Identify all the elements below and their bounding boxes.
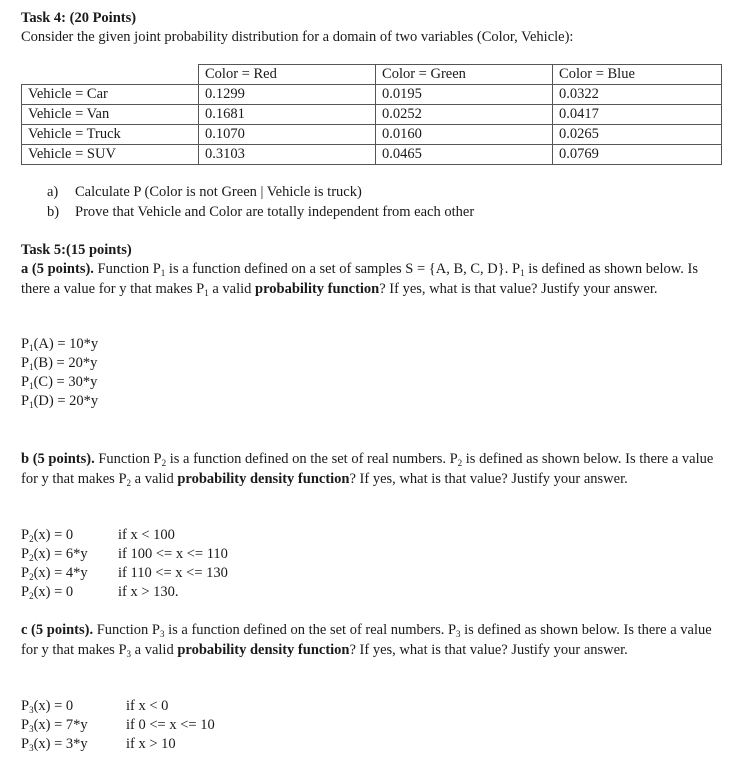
subscript: 2 (161, 458, 167, 468)
table-header-cell: Color = Green (376, 65, 553, 85)
row-label: Vehicle = Truck (22, 125, 199, 145)
subscript: 3 (159, 629, 165, 639)
p3-definition-lhs: $P_3(x) = 3*y$ (21, 736, 88, 753)
subscript: 1 (204, 288, 209, 298)
row-label: Vehicle = Van (22, 105, 199, 125)
p1-definition: $P_1(A) = 10*y$ (21, 336, 99, 353)
table-cell: 0.1299 (199, 85, 376, 105)
part-a-text: Function P (97, 261, 161, 277)
subscript: 3 (456, 629, 461, 639)
part-c-text: is defined as shown below. Is there a value for y that makes P (21, 622, 712, 658)
p2-definition-condition: if x > 130. (118, 584, 179, 600)
subscript: 2 (457, 458, 463, 468)
table-corner-cell (22, 65, 199, 85)
part-b-text: ? If yes, what is that value? Justify your answer. (349, 471, 628, 487)
p2-definition-lhs: $P_2(x) = 4*y$ (21, 565, 88, 582)
joint-probability-table (21, 64, 722, 165)
part-b-text: Function P (94, 451, 162, 467)
table-row (22, 125, 722, 145)
table-header-cell: Color = Red (199, 65, 376, 85)
part-a-lead: a (5 points). (21, 261, 94, 277)
p1-definition: $P_1(C) = 30*y$ (21, 374, 98, 391)
table-row (22, 85, 722, 105)
question-a-marker: a) (47, 184, 59, 200)
part-a-text: is a function defined on a set of samples S = {A, B, C, D}. P (165, 261, 521, 277)
part-c-paragraph (21, 621, 726, 661)
p2-definition-lhs: $P_2(x) = 0$ (21, 584, 74, 601)
part-c-text: is a function defined on the set of real numbers. P (164, 622, 457, 638)
p3-definition-lhs: $P_3(x) = 7*y$ (21, 717, 88, 734)
part-a-text: is defined as shown below. Is there a value for y that makes P (21, 261, 698, 297)
part-c-bold-term: probability density function (177, 642, 350, 658)
table-cell: 0.0769 (553, 145, 722, 165)
table-cell: 0.0417 (553, 105, 722, 125)
part-c-lead: c (5 points). (21, 622, 94, 638)
part-c-text: ? If yes, what is that value? Justify your answer. (349, 642, 628, 658)
table-header-row (22, 65, 722, 85)
part-b-lead: b (5 points). (21, 451, 95, 467)
question-a-text: Calculate P (Color is not Green | Vehicle is truck) (75, 184, 362, 200)
part-a-bold-term: probability function (255, 281, 380, 297)
p3-definition-condition: if 0 <= x <= 10 (126, 717, 215, 733)
task4-title: Task 4: (20 Points) (21, 10, 137, 26)
table-cell: 0.0252 (376, 105, 553, 125)
question-b-marker: b) (47, 204, 60, 220)
task4-intro: Consider the given joint probability distribution for a domain of two variables (Color, Vehicle): (21, 29, 574, 45)
table-header-cell: Color = Blue (553, 65, 722, 85)
p3-definition-condition: if x < 0 (126, 698, 169, 714)
p2-definition-condition: if 100 <= x <= 110 (118, 546, 228, 562)
table-cell: 0.0265 (553, 125, 722, 145)
subscript: 2 (126, 478, 132, 488)
row-label: Vehicle = Car (22, 85, 199, 105)
subscript: 1 (160, 268, 166, 278)
table-cell: 0.0465 (376, 145, 553, 165)
part-a-text: a valid (208, 281, 256, 297)
p2-definition-lhs: $P_2(x) = 0$ (21, 527, 74, 544)
table-cell: 0.0322 (553, 85, 722, 105)
table-cell: 0.1070 (199, 125, 376, 145)
part-b-text: is defined as shown below. Is there a value for y that makes P (21, 451, 714, 487)
p1-definition: $P_1(D) = 20*y$ (21, 393, 99, 410)
subscript: 1 (520, 268, 525, 278)
p2-definition-condition: if x < 100 (118, 527, 175, 543)
p1-definition: $P_1(B) = 20*y$ (21, 355, 98, 372)
table-cell: 0.1681 (199, 105, 376, 125)
p2-definition-condition: if 110 <= x <= 130 (118, 565, 228, 581)
task5-title: Task 5:(15 points) (21, 242, 132, 258)
p3-definition-lhs: $P_3(x) = 0$ (21, 698, 74, 715)
part-b-text: a valid (131, 471, 178, 487)
question-b-text: Prove that Vehicle and Color are totally independent from each other (75, 204, 475, 220)
part-a-text: ? If yes, what is that value? Justify your answer. (379, 281, 658, 297)
part-c-text: a valid (131, 642, 178, 658)
part-a-paragraph (21, 260, 726, 300)
p2-definition-lhs: $P_2(x) = 6*y$ (21, 546, 88, 563)
table-row (22, 105, 722, 125)
table-cell: 0.0160 (376, 125, 553, 145)
subscript: 3 (126, 649, 132, 659)
part-b-text: is a function defined on the set of real numbers. P (166, 451, 458, 467)
part-b-bold-term: probability density function (177, 471, 350, 487)
table-row (22, 145, 722, 165)
table-cell: 0.3103 (199, 145, 376, 165)
row-label: Vehicle = SUV (22, 145, 199, 165)
part-b-paragraph (21, 450, 726, 490)
p3-definition-condition: if x > 10 (126, 736, 176, 752)
part-c-text: Function P (93, 622, 160, 638)
table-cell: 0.0195 (376, 85, 553, 105)
